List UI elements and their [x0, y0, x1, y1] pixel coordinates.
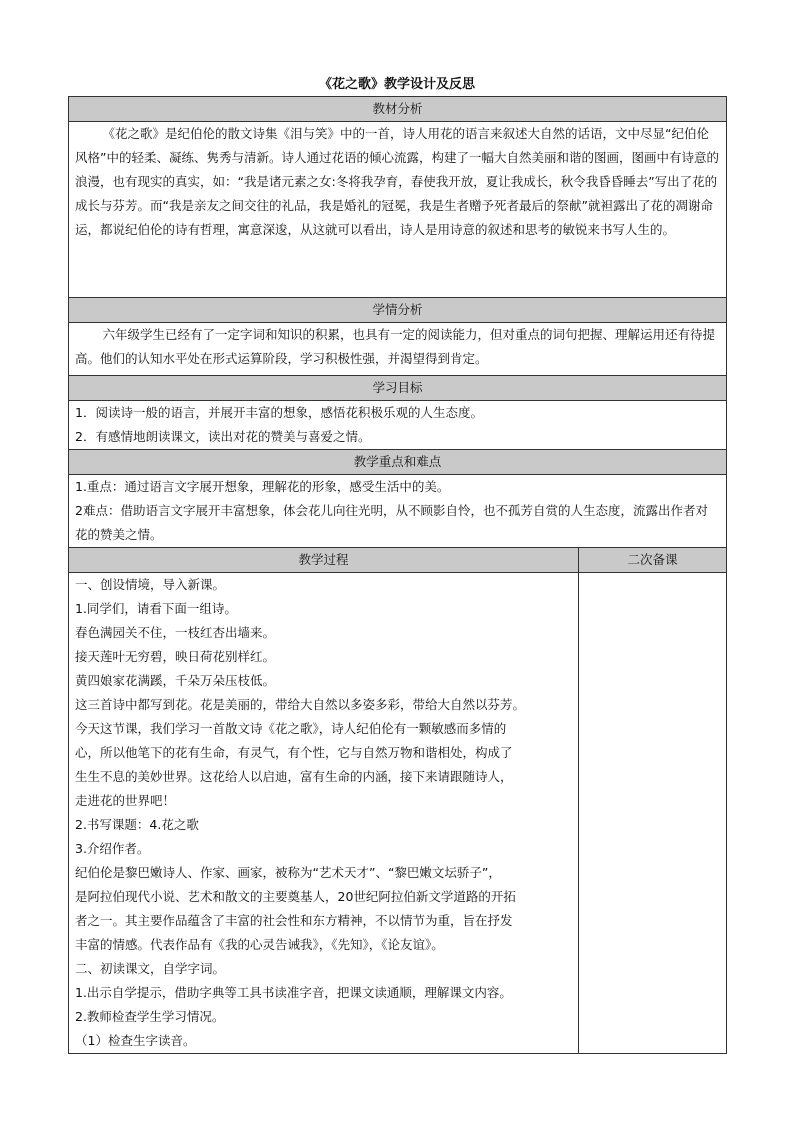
process-line: （1）检查生字读音。: [75, 1033, 196, 1048]
textbook-analysis-body: 《花之歌》是纪伯伦的散文诗集《泪与笑》中的一首，诗人用花的语言来叙述大自然的话语，文中尽显“纪伯伦风格”中的轻柔、凝练、隽秀与清新。诗人通过花语的倾心流露，构建了一幅大自然美丽和谐的图画，图画中有诗意的浪漫，也有现实的真实，如：“我是诸元素之女:冬将我孕育，春使我开放，夏让我成长，秋令我昏昏睡去”写出了花的成长与芬芳。而“我是亲友之间交往的礼品，我是婚礼的冠冕，我是生者赠予死者最后的祭献”就袒露出了花的凋谢命运，都说纪伯伦的诗有哲理，寓意深逡，从这就可以看出，诗人是用诗意的叙述和思考的敏锐来书写人生的。: [69, 122, 727, 298]
process-line: 一、创设情境，导入新课。: [75, 577, 226, 592]
process-line: 2.书写课题：4.花之歌: [75, 817, 199, 832]
process-line: 者之一。其主要作品蕴含了丰富的社会性和东方精神，不以情节为重，旨在抒发: [75, 913, 513, 928]
process-line: 二、初读课文，自学字词。: [75, 961, 226, 976]
process-line: 丰富的情感。代表作品有《我的心灵告诫我》，《先知》，《论友谊》。: [75, 937, 444, 952]
process-line: 春色满园关不住，一枝红杏出墙来。: [75, 625, 276, 640]
key-points-heading: 教学重点和难点: [69, 450, 727, 475]
textbook-analysis-heading: 教材分析: [69, 97, 727, 122]
process-line: 这三首诗中都写到花。花是美丽的，带给大自然以多姿多彩，带给大自然以芬芳。: [75, 697, 526, 712]
process-line: 黄四娘家花满蹊，千朵万朵压枝低。: [75, 673, 276, 688]
objectives-heading: 学习目标: [69, 376, 727, 401]
teaching-process-heading: 教学过程: [69, 548, 579, 573]
lesson-plan-table: [68, 96, 727, 1054]
process-line: 接天莲叶无穷碧，映日荷花别样红。: [75, 649, 276, 664]
process-line: 心，所以他笔下的花有生命，有灵气，有个性，它与自然万物和谐相处，构成了: [75, 745, 513, 760]
process-line: 纪伯伦是黎巴嫩诗人、作家、画家，被称为“艺术天才”、“黎巴嫩文坛骄子”，: [75, 865, 501, 880]
teaching-process-body: [69, 573, 579, 1054]
secondary-prep-notes[interactable]: [579, 573, 727, 1054]
process-line: 1.出示自学提示，借助字典等工具书读准字音，把课文读通顺，理解课文内容。: [75, 985, 512, 1000]
process-line: 生生不息的美妙世界。这花给人以启迪，富有生命的内涵，接下来请跟随诗人，: [75, 769, 513, 784]
key-point-item: 1.重点：通过语言文字展开想象，理解花的形象，感受生活中的美。: [75, 479, 450, 494]
process-line: 是阿拉伯现代小说、艺术和散文的主要奠基人，20世纪阿拉伯新文学道路的开拓: [75, 889, 516, 904]
process-line: 1.同学们，请看下面一组诗。: [75, 601, 237, 616]
student-analysis-body: 六年级学生已经有了一定字词和知识的积累，也具有一定的阅读能力，但对重点的词句把握、理解运用还有待提高。他们的认知水平处在形式运算阶段，学习积极性强，并渴望得到肯定。: [69, 323, 727, 376]
process-line: 今天这节课，我们学习一首散文诗《花之歌》，诗人纪伯伦有一颗敏感而多情的: [75, 721, 507, 736]
objective-item: 2．有感情地朗读课文，读出对花的赞美与喜爱之情。: [75, 429, 371, 444]
process-line: 3.介绍作者。: [75, 841, 150, 856]
objective-item: 1．阅读诗一般的语言，并展开丰富的想象，感悟花积极乐观的人生态度。: [75, 405, 483, 420]
process-line: 走进花的世界吧！: [75, 793, 176, 808]
student-analysis-heading: 学情分析: [69, 298, 727, 323]
process-line: 2.教师检查学生学习情况。: [75, 1009, 225, 1024]
key-points-list: [69, 475, 727, 548]
difficult-point-item: 2难点：借助语言文字展开丰富想象，体会花儿向往光明，从不顾影自怜，也不孤芳自赏的人生态度，流露出作者对花的赞美之情。: [75, 503, 708, 542]
objectives-list: [69, 401, 727, 450]
secondary-prep-heading: 二次备课: [579, 548, 727, 573]
document-title: 《花之歌》教学设计及反思: [318, 77, 475, 92]
